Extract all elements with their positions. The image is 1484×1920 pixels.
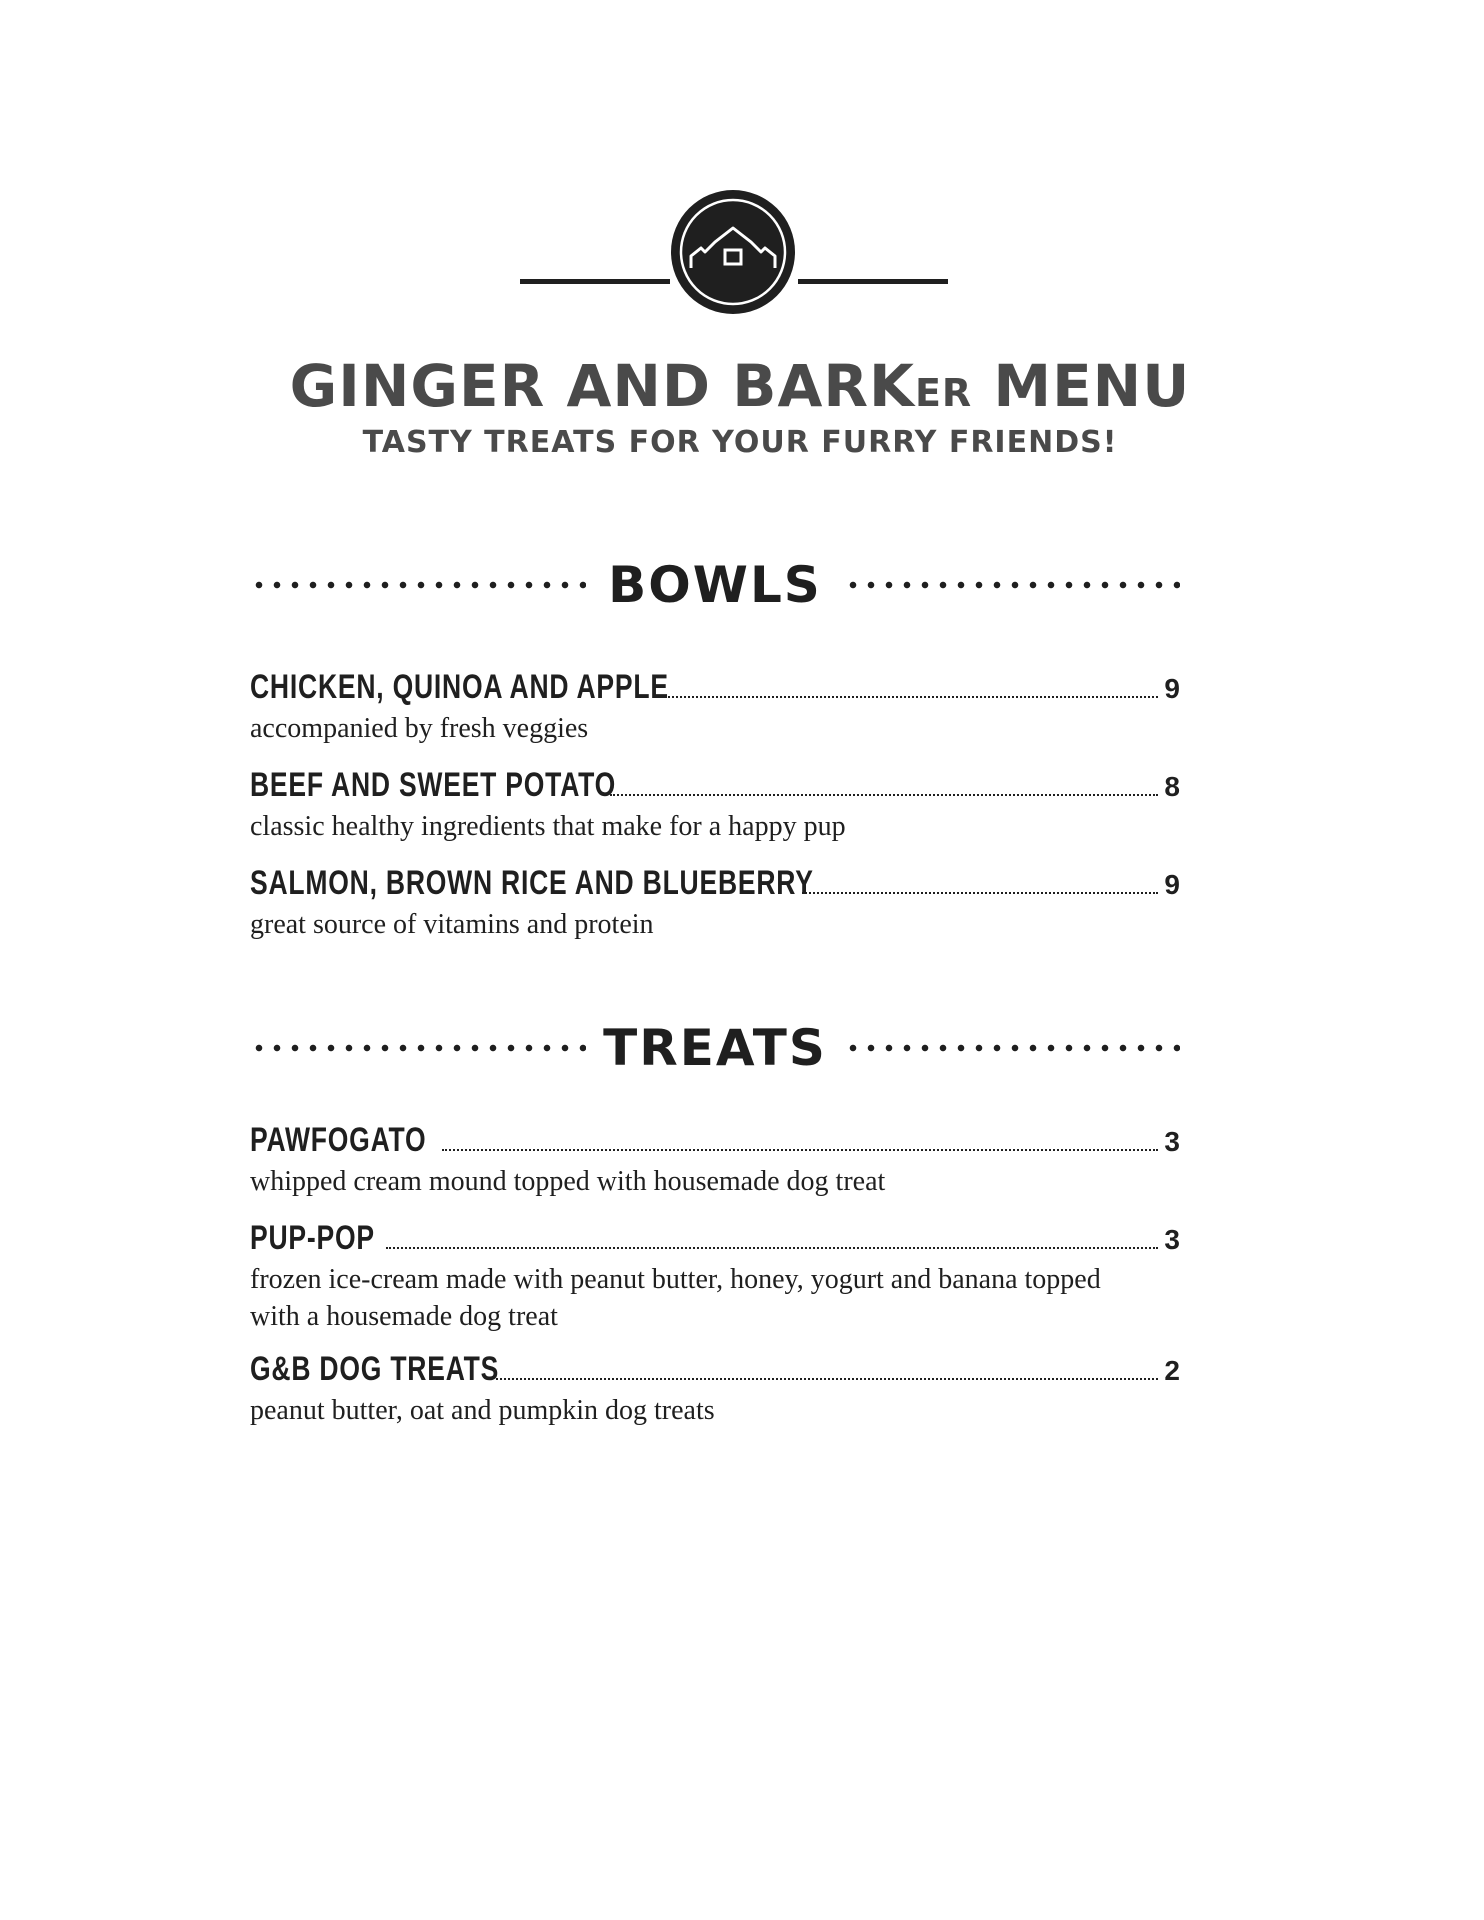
item-description: accompanied by fresh veggies — [250, 713, 589, 744]
item-name: G&B DOG TREATS — [250, 1350, 500, 1388]
dot-leader — [496, 1378, 1158, 1380]
dot-leader — [386, 1247, 1158, 1249]
menu-item — [250, 762, 1180, 845]
dotted-rule-right — [844, 1043, 1180, 1053]
house-logo-icon — [671, 190, 795, 314]
menu-subtitle: TASTY TREATS FOR YOUR FURRY FRIENDS! — [362, 425, 1118, 460]
menu-item — [250, 860, 1180, 943]
dotted-rule-right — [844, 580, 1180, 590]
item-description: great source of vitamins and protein — [250, 909, 654, 940]
logo-rule-right — [798, 279, 948, 284]
item-price: 3 — [1164, 1224, 1180, 1255]
menu-item — [250, 664, 1180, 747]
dot-leader — [802, 892, 1158, 894]
item-description: peanut butter, oat and pumpkin dog treats — [250, 1395, 715, 1426]
dot-leader — [442, 1149, 1158, 1151]
item-description: classic healthy ingredients that make for a happy pup — [250, 811, 846, 842]
menu-title — [250, 352, 1230, 420]
dot-leader — [610, 794, 1158, 796]
section-title-treats: TREATS — [603, 1019, 827, 1077]
item-name: BEEF AND SWEET POTATO — [250, 766, 617, 804]
item-price: 3 — [1164, 1126, 1180, 1157]
item-name: SALMON, BROWN RICE AND BLUEBERRY — [250, 864, 814, 902]
dot-leader — [668, 696, 1158, 698]
section-title-bowls: BOWLS — [608, 556, 822, 614]
item-description: whipped cream mound topped with housemade dog treat — [250, 1166, 886, 1197]
logo — [520, 190, 948, 320]
item-price: 2 — [1164, 1355, 1180, 1386]
section-heading-treats — [250, 1013, 1180, 1083]
item-price: 9 — [1164, 673, 1180, 704]
menu-item — [250, 1215, 1180, 1335]
menu-item — [250, 1117, 1180, 1200]
title-small-text: ER — [914, 371, 973, 415]
title-end-text: MENU — [972, 352, 1191, 420]
item-price: 9 — [1164, 869, 1180, 900]
item-name: PUP-POP — [250, 1219, 375, 1257]
item-name: CHICKEN, QUINOA AND APPLE — [250, 668, 669, 706]
title-main-text: GINGER AND BARK — [289, 352, 915, 420]
item-price: 8 — [1164, 771, 1180, 802]
section-heading-bowls — [250, 550, 1180, 620]
menu-item — [250, 1346, 1180, 1429]
logo-rule-left — [520, 279, 670, 284]
item-description: frozen ice-cream made with peanut butter, honey, yogurt and banana topped with a housemade dog treat — [250, 1264, 1101, 1332]
item-name: PAWFOGATO — [250, 1121, 427, 1159]
